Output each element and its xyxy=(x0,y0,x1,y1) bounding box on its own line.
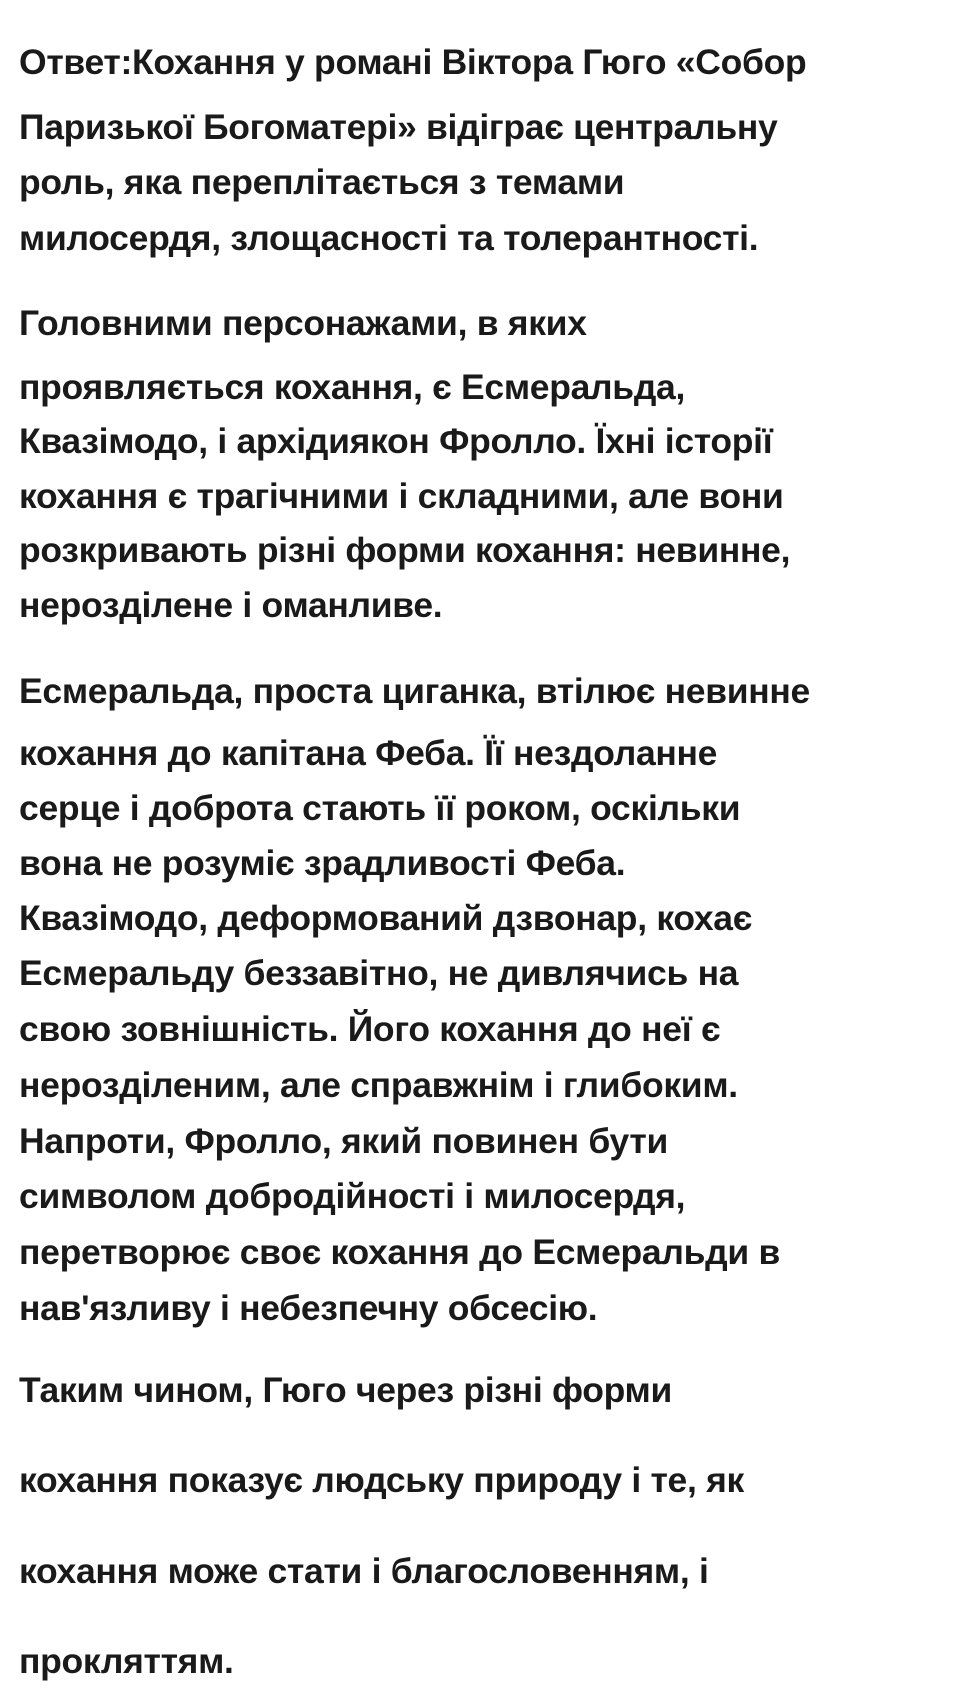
text-line: Таким чином, Гюго через різні форми xyxy=(19,1370,673,1410)
text-line: Головними персонажами, в яких xyxy=(19,303,587,343)
text-line: проявляється кохання, є Есмеральда, xyxy=(19,367,686,407)
text-line: милосердя, злощасності та толерантності. xyxy=(19,218,759,258)
text-line: прокляттям. xyxy=(19,1641,234,1681)
text-line: Паризької Богоматері» відіграє центральну xyxy=(19,107,778,147)
text-line: символом добродійності і милосердя, xyxy=(19,1176,686,1216)
text-line: Квазімодо, і архідиякон Фролло. Їхні історії xyxy=(19,421,773,461)
text-line: свою зовнішність. Його кохання до неї є xyxy=(19,1009,721,1049)
text-line: нерозділеним, але справжнім і глибоким. xyxy=(19,1065,738,1105)
text-line: Квазімодо, деформований дзвонар, кохає xyxy=(19,898,753,938)
text-line: кохання показує людську природу і те, як xyxy=(19,1460,744,1500)
text-line: нерозділене і оманливе. xyxy=(19,585,443,625)
text-line: Есмеральда, проста циганка, втілює невинне xyxy=(19,671,810,711)
text-line: перетворює своє кохання до Есмеральди в xyxy=(19,1232,780,1272)
text-line: Ответ:Кохання у романі Віктора Гюго «Собор xyxy=(19,42,807,82)
text-line: вона не розуміє зрадливості Феба. xyxy=(19,843,626,883)
text-line: роль, яка переплітається з темами xyxy=(19,162,625,202)
text-line: кохання до капітана Феба. Її нездоланне xyxy=(19,733,718,773)
text-line: кохання є трагічними і складними, але вони xyxy=(19,476,784,516)
text-line: серце і доброта стають її роком, оскільки xyxy=(19,788,741,828)
text-line: Есмеральду беззавітно, не дивлячись на xyxy=(19,953,739,993)
text-line: Напроти, Фролло, який повинен бути xyxy=(19,1121,668,1161)
text-line: нав'язливу і небезпечну обсесію. xyxy=(19,1288,598,1328)
text-line: розкривають різні форми кохання: невинне, xyxy=(19,530,791,570)
text-line: кохання може стати і благословенням, і xyxy=(19,1551,709,1591)
